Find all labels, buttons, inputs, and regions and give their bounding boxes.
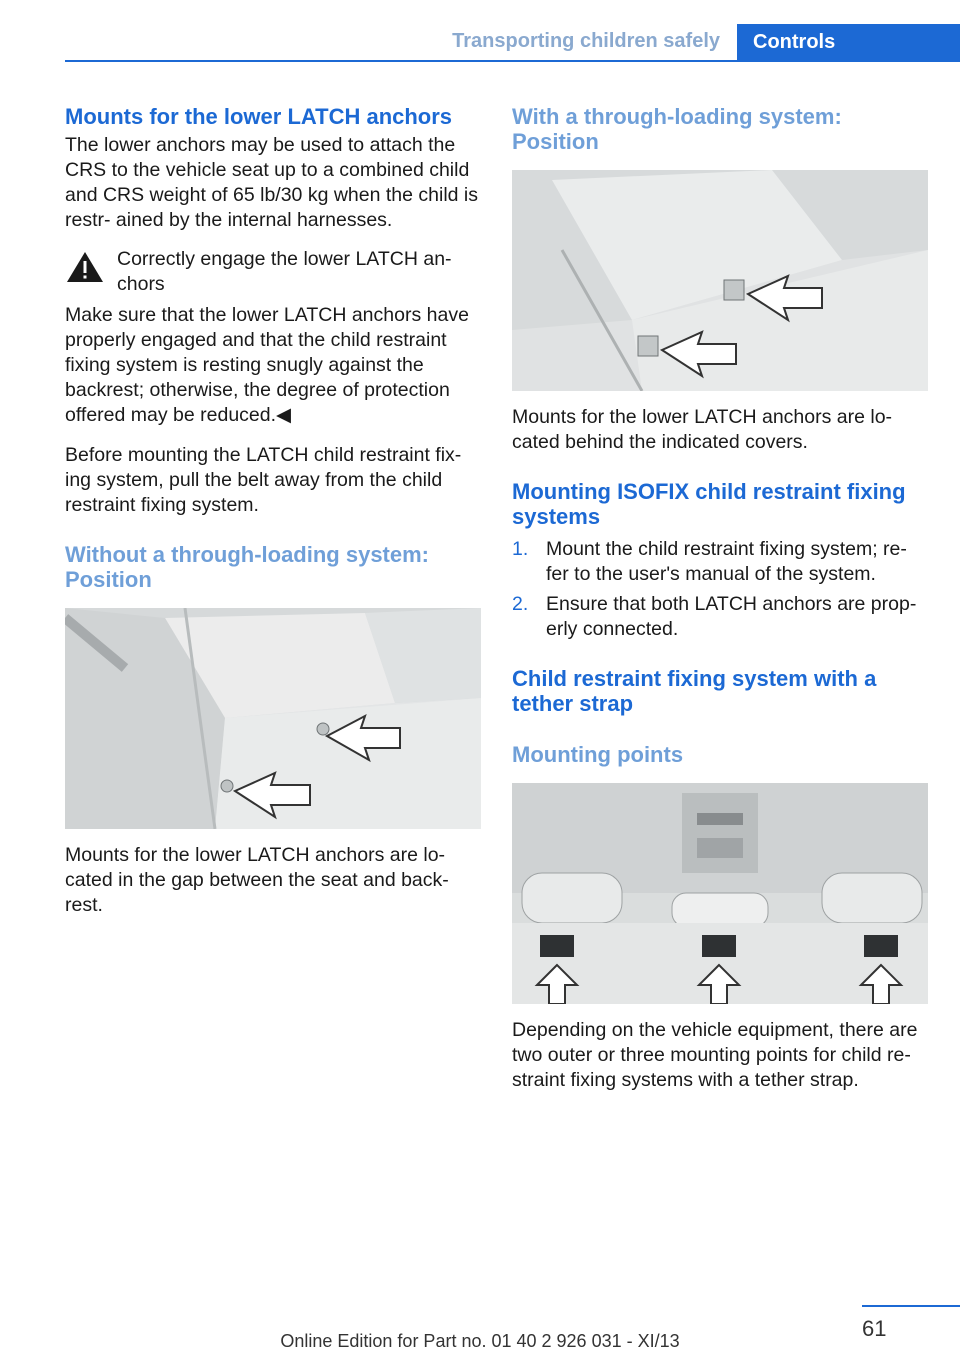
list-item — [512, 537, 928, 587]
isofix-steps-list — [512, 537, 928, 642]
right-column — [512, 104, 928, 1093]
caption-with-through-loading: Mounts for the lower LATCH anchors are lo‐ cated behind the indicated covers. — [512, 406, 893, 453]
caption-without-through-loading: Mounts for the lower LATCH anchors are lo‐ cated in the gap between the seat and back‐ rest. — [65, 844, 449, 916]
rear-seat-gap-image — [65, 608, 481, 829]
header-chapter-tab: Controls — [737, 24, 960, 62]
page-number-rule — [862, 1305, 960, 1307]
warning-triangle-icon — [65, 249, 105, 285]
rear-seat-covers-image — [512, 170, 928, 391]
page-number: 61 — [862, 1316, 887, 1341]
heading-lower-latch-mounts: Mounts for the lower LATCH anchors — [65, 104, 453, 129]
heading-tether-strap: Child restraint fixing system with a tether strap — [512, 666, 877, 716]
heading-without-through-loading: Without a through-loading system: Position — [65, 542, 429, 592]
step-number: 1. — [512, 538, 529, 560]
step-text: Mount the child restraint fixing system; re‐ fer to the user's manual of the system. — [546, 538, 907, 585]
rear-shelf-mounting-points-image — [512, 783, 928, 1004]
header-rule — [65, 60, 960, 62]
heading-mounting-isofix: Mounting ISOFIX child restraint fixing systems — [512, 479, 906, 529]
step-number: 2. — [512, 593, 529, 615]
warning-title: Correctly engage the lower LATCH an‐ chors — [117, 248, 452, 295]
heading-with-through-loading: With a through-loading system: Position — [512, 104, 842, 154]
left-column — [65, 104, 481, 918]
paragraph-before-mounting: Before mounting the LATCH child restraint fix‐ ing system, pull the belt away from the child restraint fixing system. — [65, 444, 462, 516]
footer-edition: Online Edition for Part no. 01 40 2 926 031 - XI/13 — [280, 1331, 680, 1351]
header-section-title: Transporting children safely — [452, 30, 720, 52]
paragraph-lower-anchor-weight: The lower anchors may be used to attach the CRS to the vehicle seat up to a combined child and CRS weight of 65 lb/30 kg when the child is restr‐ ained by the internal harnesses. — [65, 134, 478, 231]
heading-mounting-points: Mounting points — [512, 742, 684, 767]
warning-text: Make sure that the lower LATCH anchors have properly engaged and that the child restraint fixing system is resting snugly against the backrest; otherwise, the degree of protection offered may be reduced.◀ — [65, 304, 469, 426]
list-item — [512, 592, 928, 642]
caption-tether-mounting-points: Depending on the vehicle equipment, there are two outer or three mounting points for child re‐ straint fixing systems with a tether strap. — [512, 1019, 918, 1091]
step-text: Ensure that both LATCH anchors are prop‐ erly connected. — [546, 593, 917, 640]
warning-block — [65, 247, 481, 297]
